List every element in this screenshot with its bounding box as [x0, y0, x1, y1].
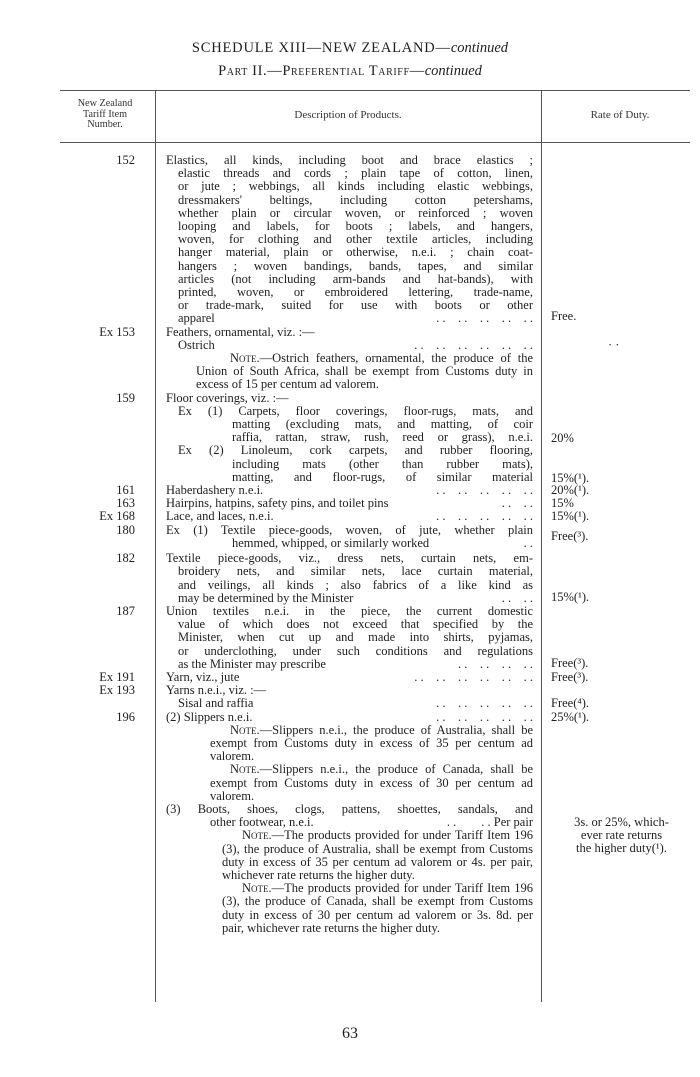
item-description: Haberdashery n.e.i. . . . . . . . . . .	[166, 483, 533, 498]
table-row	[0, 711, 700, 935]
table-row	[0, 510, 700, 523]
item-description: Yarns n.e.i., viz. :— Sisal and raffia . . . . . . . . . .	[166, 683, 533, 711]
item-number: Ex 191	[99, 669, 135, 684]
item-description: Hairpins, hatpins, safety pins, and toilet pins . . . .	[166, 496, 533, 511]
rate-value: 15%(¹).	[551, 509, 590, 524]
item-description: Ex (1) Textile piece-goods, woven, of jute, whether plain hemmed, whipped, or similarly worked . .	[166, 522, 533, 550]
rate-value: Free(³).	[551, 669, 589, 684]
table-row	[0, 524, 700, 550]
schedule-title: SCHEDULE XIII—NEW ZEALAND—continued	[191, 40, 509, 56]
item-number: 159	[116, 390, 135, 405]
item-number: Ex 193	[99, 683, 135, 698]
table-row	[0, 392, 700, 484]
rate-value: Free(³).	[551, 528, 589, 543]
rate-value: Free.	[551, 309, 577, 323]
rate-value: 20%	[551, 430, 574, 445]
rate-value: 15%(¹).	[551, 590, 590, 605]
note-footwear-australia: Note.—The products provided for under Tariff Item 196 (3), the produce of Australia, shall be exempt from Customs duty in excess of 35 per centum ad valorem or 4s. per pair, whichever rate returns the higher duty.	[222, 828, 533, 882]
item-number: 161	[116, 483, 135, 498]
note-ostrich: Note.—Ostrich feathers, ornamental, the produce of the Union of South Africa, shall be exempt from Customs duty in excess of 15 per centum ad valorem.	[196, 351, 533, 392]
item-description: Floor coverings, viz. :— Ex (1) Carpets, floor coverings, floor-rugs, mats, and matting (excluding mats, and matting, of coir raffia, rattan, straw, rush, reed or grass), n.e.i. Ex (2) Linoleum, cork carpets, and rubber flooring, including mats (other than rubber mats), matting, and floor-rugs, of similar material	[166, 390, 533, 484]
item-number: 163	[116, 496, 135, 511]
item-description: (2) Slippers n.e.i. . . . . . . . . . . Note.—Slippers n.e.i., the produce of Australia, shall be exempt from Customs duty in excess of 35 per centum ad valorem. Note.—Slippers n.e.i., the produce of Canada, shall be exempt from Customs duty in excess of 30 per centum ad valorem. (3) Boots, shoes, clogs, pattens, shoettes, sandals, and other footwear, n.e.i. . . . . Per pair Note.—The products provided for under Tariff Item 196 (3), the produce of Australia, shall be exempt from Customs duty in excess of 35 per centum ad valorem or 4s. per pair, whichever rate returns the higher duty. Note.—The products provided for under Tariff Item 196 (3), the produce of Canada, shall be exempt from Customs duty in excess of 30 per centum ad valorem or 3s. 8d. per pair, whichever rate returns the higher duty.	[166, 709, 533, 935]
table-row	[0, 326, 700, 392]
rate-value: Free(⁴).	[551, 696, 590, 711]
item-description: Yarn, viz., jute . . . . . . . . . . . .	[166, 669, 533, 684]
item-column-heading: New Zealand Tariff Item Number.	[77, 98, 133, 130]
item-description: Feathers, ornamental, viz. :— Ostrich . . . . . . . . . . . . Note.—Ostrich feathers, ornamental, the produce of the Union of South Africa, shall be exempt from Customs duty in excess of 15 per centum ad valorem.	[166, 324, 533, 392]
item-description: Textile piece-goods, viz., dress nets, curtain nets, em- broidery nets, and similar nets, lace curtain material, and veilings, all kinds ; also fabrics of a like kind as may be determined by the Minister . . . .	[166, 551, 533, 605]
rate-value: 20%(¹).	[551, 483, 590, 498]
rate-column-heading: Rate of Duty.	[590, 109, 650, 121]
part-title: Part II.—Preferential Tariff—continued	[218, 63, 482, 79]
item-number: 180	[116, 522, 135, 537]
item-description: Union textiles n.e.i. in the piece, the current domestic value of which does not exceed that specified by the Minister, when cut up and made into shirts, pyjamas, or underclothing, under such conditions and regulations as the Minister may prescribe . . . . . . . .	[166, 603, 533, 671]
note-footwear-canada: Note.—The products provided for under Tariff Item 196 (3), the produce of Canada, shall be exempt from Customs duty in excess of 30 per centum ad valorem or 3s. 8d. per pair, whichever rate returns the higher duty.	[222, 881, 533, 935]
rate-value: · ·	[608, 337, 620, 352]
item-number: 187	[116, 603, 135, 618]
table-row	[0, 552, 700, 605]
description-column-heading: Description of Products.	[294, 109, 402, 121]
note-slippers-australia: Note.—Slippers n.e.i., the produce of Australia, shall be exempt from Customs duty in excess of 35 per centum ad valorem.	[210, 722, 533, 764]
table-row	[0, 605, 700, 671]
rate-value-footwear: 3s. or 25%, which- ever rate returns the higher duty(¹).	[574, 814, 669, 855]
item-number: 182	[116, 551, 135, 566]
table-row	[0, 154, 700, 326]
rate-value: Free(³).	[551, 655, 589, 670]
rate-value: 15%(¹).	[551, 470, 590, 485]
tariff-table-body	[0, 154, 700, 935]
item-number: Ex 153	[99, 324, 135, 339]
rate-value: 15%	[551, 496, 574, 511]
item-number: 152	[116, 153, 135, 167]
note-slippers-canada: Note.—Slippers n.e.i., the produce of Canada, shall be exempt from Customs duty in excess of 30 per centum ad valorem.	[210, 762, 533, 803]
page-number: 63	[342, 1025, 358, 1042]
item-number: 196	[116, 709, 135, 724]
item-description: Lace, and laces, n.e.i. . . . . . . . . . .	[166, 509, 533, 524]
table-row	[0, 684, 700, 710]
item-description: Elastics, all kinds, including boot and brace elastics ; elastic threads and cords ; plain tape of cotton, linen, or jute ; webbings, all kinds including elastic webbings, dressmakers' beltings, including cotton petershams, whether plain or circular woven, or reinforced ; woven looping and labels, for boots ; labels, and hangers, woven, for clothing and other textile articles, including hanger material, plain or otherwise, n.e.i. ; chain coat- hangers ; woven bandings, bands, tapes, and similar articles (not including arm-bands and hat-bands), with printed, woven, or embroidered lettering, trade-name, or trade-mark, suited for use with boots or other apparel . . . . . . . . . .	[166, 153, 533, 326]
rate-value: 25%(¹).	[551, 709, 590, 724]
item-number: Ex 168	[99, 509, 135, 524]
